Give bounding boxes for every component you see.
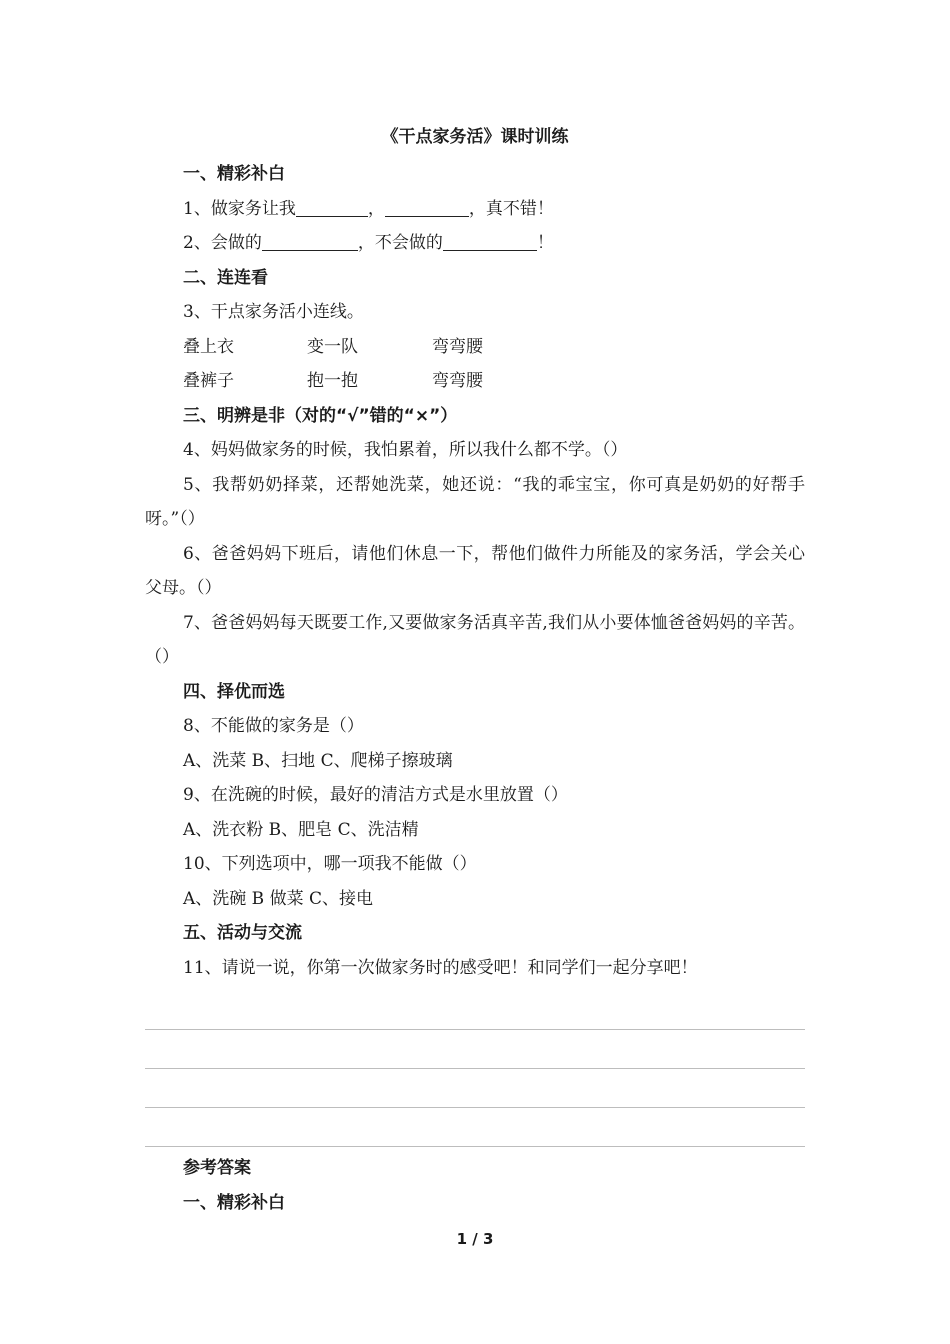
question-9-options: A、洗衣粉 B、肥皂 C、洗洁精 [183, 819, 419, 840]
question-7: 7、爸爸妈妈每天既要工作,又要做家务活真辛苦,我们从小要体恤爸爸妈妈的辛苦。（） [145, 612, 805, 667]
answer-key-section-1: 一、精彩补白 [183, 1192, 285, 1213]
match-row [145, 364, 805, 399]
document-title: 《干点家务活》课时训练 [381, 127, 569, 147]
section-heading-3: 三、明辨是非（对的“√”错的“×”） [183, 405, 458, 426]
page-number [0, 1228, 950, 1250]
section-heading-4: 四、择优而选 [183, 681, 285, 702]
question-9: 9、在洗碗的时候，最好的清洁方式是水里放置（） [183, 785, 568, 805]
question-8: 8、不能做的家务是（） [183, 716, 364, 736]
question-8-options: A、洗菜 B、扫地 C、爬梯子擦玻璃 [183, 750, 453, 771]
fill-blank-1a[interactable] [296, 198, 368, 217]
match-item[interactable]: 叠裤子 [183, 371, 234, 391]
match-item[interactable]: 弯弯腰 [432, 336, 483, 357]
answer-lines [145, 991, 805, 1147]
question-2: 2、会做的 ，不会做的 ！ [183, 233, 554, 253]
answer-key-heading: 参考答案 [183, 1158, 251, 1178]
match-item[interactable]: 抱一抱 [307, 371, 358, 391]
match-row [145, 330, 805, 365]
question-1: 1、做家务让我 ， ，真不错！ [183, 198, 554, 219]
answer-line[interactable] [145, 1069, 805, 1108]
answer-line[interactable] [145, 1108, 805, 1147]
section-heading-1: 一、精彩补白 [183, 164, 285, 184]
question-11: 11、请说一说，你第一次做家务时的感受吧！和同学们一起分享吧！ [183, 957, 698, 978]
question-10: 10、下列选项中，哪一项我不能做（） [183, 854, 477, 874]
answer-line[interactable] [145, 1030, 805, 1069]
section-heading-2: 二、连连看 [183, 267, 268, 288]
fill-blank-2a[interactable] [262, 232, 358, 251]
question-4: 4、妈妈做家务的时候，我怕累着，所以我什么都不学。（） [183, 440, 628, 460]
answer-line[interactable] [145, 991, 805, 1030]
fill-blank-2b[interactable] [443, 232, 537, 251]
question-6: 6、爸爸妈妈下班后，请他们休息一下，帮他们做件力所能及的家务活，学会关心父母。（） [145, 543, 805, 598]
question-10-options: A、洗碗 B 做菜 C、接电 [183, 888, 373, 909]
document-body [145, 157, 805, 1220]
match-item[interactable]: 叠上衣 [183, 336, 234, 357]
section-heading-5: 五、活动与交流 [183, 923, 302, 943]
current-page: 1 [456, 1230, 468, 1248]
fill-blank-1b[interactable] [385, 198, 469, 217]
answer-key [145, 1151, 805, 1220]
page-separator: / [467, 1230, 483, 1248]
question-5: 5、我帮奶奶择菜，还帮她洗菜，她还说：“我的乖宝宝，你可真是奶奶的好帮手呀。”（） [145, 474, 805, 529]
total-pages: 3 [482, 1230, 494, 1248]
match-item[interactable]: 弯弯腰 [432, 371, 483, 391]
question-3: 3、干点家务活小连线。 [183, 302, 364, 322]
match-item[interactable]: 变一队 [307, 336, 358, 357]
